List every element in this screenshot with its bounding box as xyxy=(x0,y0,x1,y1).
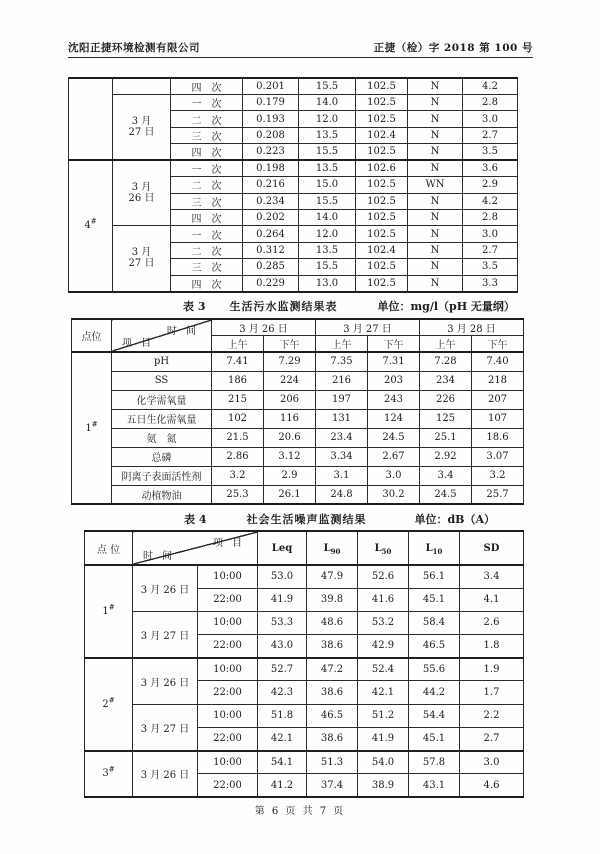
wastewater-monitoring-table xyxy=(71,318,524,505)
value-cell: 12.0 xyxy=(299,111,356,127)
value-cell: 54.1 xyxy=(258,751,307,774)
value-cell: 24.8 xyxy=(316,485,368,504)
am-header: 上午 xyxy=(420,336,472,353)
seq-cell: 一 次 xyxy=(171,226,243,242)
value-cell: 13.0 xyxy=(299,275,356,292)
value-cell: 102.4 xyxy=(356,242,408,258)
seq-cell: 三 次 xyxy=(171,193,243,209)
value-cell: N xyxy=(408,78,463,95)
table-row xyxy=(69,160,518,177)
value-cell: 107 xyxy=(472,409,524,428)
value-cell: 26.1 xyxy=(264,485,316,504)
value-cell: 102.5 xyxy=(356,209,408,225)
value-cell: 2.8 xyxy=(463,95,518,111)
time-cell: 10:00 xyxy=(198,611,258,634)
value-cell: 55.6 xyxy=(409,658,460,681)
param-cell: pH xyxy=(112,352,212,371)
value-cell: 18.6 xyxy=(472,428,524,447)
value-cell: 13.5 xyxy=(299,127,356,143)
value-cell: 38.6 xyxy=(307,727,358,750)
table-row xyxy=(72,371,524,390)
value-cell: 4.2 xyxy=(463,78,518,95)
value-cell: 102.5 xyxy=(356,78,408,95)
value-cell: 3.6 xyxy=(463,160,518,177)
value-cell: 3.3 xyxy=(463,275,518,292)
sd-header: SD xyxy=(460,531,524,565)
value-cell: WN xyxy=(408,177,463,193)
table-row xyxy=(72,485,524,504)
value-cell: 30.2 xyxy=(368,485,420,504)
document-number: 正捷（检）字 2018 第 100 号 xyxy=(373,42,533,54)
site-cell: 2# xyxy=(85,658,133,751)
date-cell: 3 月 27 日 xyxy=(133,611,198,657)
value-cell: 2.9 xyxy=(264,466,316,485)
value-cell: 15.5 xyxy=(299,259,356,275)
seq-cell: 二 次 xyxy=(171,242,243,258)
value-cell: 116 xyxy=(264,409,316,428)
value-cell: 38.6 xyxy=(307,681,358,704)
time-cell: 10:00 xyxy=(198,704,258,727)
value-cell: 24.5 xyxy=(368,428,420,447)
value-cell: 7.29 xyxy=(264,352,316,371)
time-cell: 10:00 xyxy=(198,565,258,588)
value-cell: 3.12 xyxy=(264,447,316,466)
seq-cell: 三 次 xyxy=(171,259,243,275)
value-cell: 4.1 xyxy=(460,588,524,611)
value-cell: 7.41 xyxy=(212,352,264,371)
value-cell: 102 xyxy=(212,409,264,428)
seq-cell: 四 次 xyxy=(171,144,243,161)
value-cell: 131 xyxy=(316,409,368,428)
seq-cell: 一 次 xyxy=(171,160,243,177)
site-header: 点位 xyxy=(72,319,112,352)
l10-header: $L_{10}$ xyxy=(409,531,460,565)
value-cell: 216 xyxy=(316,371,368,390)
value-cell: 0.201 xyxy=(243,78,299,95)
value-cell: 4.6 xyxy=(460,774,524,797)
value-cell: 0.198 xyxy=(243,160,299,177)
value-cell: 3.07 xyxy=(472,447,524,466)
time-cell: 10:00 xyxy=(198,658,258,681)
date-cell: 3 月 26 日 xyxy=(133,658,198,704)
time-cell: 10:00 xyxy=(198,751,258,774)
param-cell: 动植物油 xyxy=(112,485,212,504)
value-cell: N xyxy=(408,193,463,209)
table-row xyxy=(72,428,524,447)
seq-cell: 一 次 xyxy=(171,95,243,111)
value-cell: 2.2 xyxy=(460,704,524,727)
value-cell: 13.5 xyxy=(299,242,356,258)
value-cell: 51.3 xyxy=(307,751,358,774)
param-cell: 五日生化需氧量 xyxy=(112,409,212,428)
value-cell: 3.5 xyxy=(463,259,518,275)
value-cell: 15.0 xyxy=(299,177,356,193)
table-row xyxy=(85,658,524,681)
table3-unit: 单位：mg/l（pH 无量纲） xyxy=(377,300,515,313)
table3-title: 生活污水监测结果表 xyxy=(229,300,338,313)
table-row xyxy=(72,466,524,485)
value-cell: 102.5 xyxy=(356,226,408,242)
value-cell: 51.2 xyxy=(358,704,409,727)
value-cell: 0.234 xyxy=(243,193,299,209)
value-cell: 3.5 xyxy=(463,144,518,161)
value-cell: 197 xyxy=(316,390,368,409)
value-cell: 218 xyxy=(472,371,524,390)
value-cell: 3.0 xyxy=(368,466,420,485)
site-header: 点 位 xyxy=(85,531,133,565)
value-cell: 12.0 xyxy=(299,226,356,242)
value-cell: 1.9 xyxy=(460,658,524,681)
table-row xyxy=(69,226,518,242)
table4-title: 社会生活噪声监测结果 xyxy=(246,513,367,526)
l50-header: $L_{50}$ xyxy=(358,531,409,565)
seq-cell: 三 次 xyxy=(171,127,243,143)
value-cell: 52.7 xyxy=(258,658,307,681)
value-cell: 0.285 xyxy=(243,259,299,275)
value-cell: 206 xyxy=(264,390,316,409)
value-cell: 3.0 xyxy=(463,226,518,242)
value-cell: 20.6 xyxy=(264,428,316,447)
site-cell: 1# xyxy=(72,352,112,504)
value-cell: 226 xyxy=(420,390,472,409)
param-cell: 氨 氮 xyxy=(112,428,212,447)
value-cell: 15.5 xyxy=(299,193,356,209)
time-cell: 22:00 xyxy=(198,635,258,658)
value-cell: 3.0 xyxy=(460,751,524,774)
date-header: 3 月 27 日 xyxy=(316,319,420,336)
value-cell: 0.208 xyxy=(243,127,299,143)
value-cell: 45.1 xyxy=(409,588,460,611)
value-cell: 102.5 xyxy=(356,177,408,193)
value-cell: 203 xyxy=(368,371,420,390)
value-cell: 2.8 xyxy=(463,209,518,225)
date-cell xyxy=(113,78,171,95)
site-cell xyxy=(69,78,113,160)
seq-cell: 四 次 xyxy=(171,209,243,225)
value-cell: 2.86 xyxy=(212,447,264,466)
value-cell: N xyxy=(408,144,463,161)
value-cell: 47.2 xyxy=(307,658,358,681)
value-cell: 0.312 xyxy=(243,242,299,258)
value-cell: 51.8 xyxy=(258,704,307,727)
value-cell: N xyxy=(408,127,463,143)
value-cell: 56.1 xyxy=(409,565,460,588)
table-row xyxy=(69,95,518,111)
site-cell: 4# xyxy=(69,160,113,291)
time-cell: 22:00 xyxy=(198,774,258,797)
value-cell: 102.6 xyxy=(356,160,408,177)
value-cell: N xyxy=(408,226,463,242)
value-cell: 1.7 xyxy=(460,681,524,704)
table3-label: 表 3 xyxy=(183,300,206,313)
date-cell: 3 月 26 日 xyxy=(133,565,198,611)
date-cell: 3 月 26 日 xyxy=(133,751,198,797)
value-cell: N xyxy=(408,160,463,177)
param-cell: 化学需氧量 xyxy=(112,390,212,409)
value-cell: 14.0 xyxy=(299,209,356,225)
table-row xyxy=(72,409,524,428)
value-cell: 14.0 xyxy=(299,95,356,111)
date-cell: 3 月 27 日 xyxy=(133,704,198,750)
date-cell: 3 月 27 日 xyxy=(113,95,171,161)
value-cell: 45.1 xyxy=(409,727,460,750)
value-cell: 125 xyxy=(420,409,472,428)
value-cell: 42.3 xyxy=(258,681,307,704)
value-cell: 7.40 xyxy=(472,352,524,371)
value-cell: 46.5 xyxy=(409,635,460,658)
value-cell: 102.5 xyxy=(356,111,408,127)
time-cell: 22:00 xyxy=(198,681,258,704)
seq-cell: 二 次 xyxy=(171,111,243,127)
value-cell: 53.0 xyxy=(258,565,307,588)
value-cell: 44.2 xyxy=(409,681,460,704)
corner-param-label: 项 目 xyxy=(122,338,155,349)
value-cell: N xyxy=(408,111,463,127)
value-cell: 3.2 xyxy=(212,466,264,485)
value-cell: 234 xyxy=(420,371,472,390)
value-cell: 0.216 xyxy=(243,177,299,193)
page-header xyxy=(68,40,533,58)
value-cell: 25.3 xyxy=(212,485,264,504)
time-cell: 22:00 xyxy=(198,727,258,750)
value-cell: 4.2 xyxy=(463,193,518,209)
l90-header: $L_{90}$ xyxy=(307,531,358,565)
table-row xyxy=(72,352,524,371)
value-cell: 57.8 xyxy=(409,751,460,774)
value-cell: 102.5 xyxy=(356,193,408,209)
value-cell: 2.7 xyxy=(463,242,518,258)
value-cell: N xyxy=(408,209,463,225)
value-cell: 243 xyxy=(368,390,420,409)
noise-monitoring-table xyxy=(84,530,524,798)
site-cell: 3# xyxy=(85,751,133,797)
param-cell: 阴离子表面活性剂 xyxy=(112,466,212,485)
table-row xyxy=(85,611,524,634)
table-row xyxy=(72,390,524,409)
value-cell: 53.3 xyxy=(258,611,307,634)
value-cell: 25.7 xyxy=(472,485,524,504)
value-cell: 54.4 xyxy=(409,704,460,727)
value-cell: 37.4 xyxy=(307,774,358,797)
value-cell: N xyxy=(408,95,463,111)
value-cell: N xyxy=(408,275,463,292)
value-cell: 7.35 xyxy=(316,352,368,371)
table-row xyxy=(85,751,524,774)
site-cell: 1# xyxy=(85,565,133,658)
am-header: 上午 xyxy=(316,336,368,353)
date-cell: 3 月 26 日 xyxy=(113,160,171,226)
value-cell: 41.2 xyxy=(258,774,307,797)
value-cell: 186 xyxy=(212,371,264,390)
table-row xyxy=(85,704,524,727)
value-cell: 25.1 xyxy=(420,428,472,447)
value-cell: 102.5 xyxy=(356,259,408,275)
corner-header xyxy=(133,531,258,565)
value-cell: 2.7 xyxy=(463,127,518,143)
table-row xyxy=(69,78,518,95)
value-cell: 0.179 xyxy=(243,95,299,111)
value-cell: 53.2 xyxy=(358,611,409,634)
value-cell: 52.6 xyxy=(358,565,409,588)
value-cell: 43.1 xyxy=(409,774,460,797)
value-cell: 2.7 xyxy=(460,727,524,750)
pm-header: 下午 xyxy=(368,336,420,353)
value-cell: 2.92 xyxy=(420,447,472,466)
value-cell: 2.9 xyxy=(463,177,518,193)
corner-time-label: 时 间 xyxy=(143,551,176,562)
pm-header: 下午 xyxy=(264,336,316,353)
value-cell: 38.9 xyxy=(358,774,409,797)
table-row xyxy=(72,319,524,336)
value-cell: 54.0 xyxy=(358,751,409,774)
value-cell: 42.1 xyxy=(258,727,307,750)
date-header: 3 月 28 日 xyxy=(420,319,524,336)
value-cell: 102.4 xyxy=(356,127,408,143)
table-row xyxy=(85,565,524,588)
value-cell: 2.67 xyxy=(368,447,420,466)
date-cell: 3 月 27 日 xyxy=(113,226,171,292)
table3-caption xyxy=(71,298,523,314)
value-cell: 58.4 xyxy=(409,611,460,634)
param-cell: SS xyxy=(112,371,212,390)
value-cell: 0.229 xyxy=(243,275,299,292)
value-cell: 41.6 xyxy=(358,588,409,611)
value-cell: 23.4 xyxy=(316,428,368,447)
value-cell: 0.193 xyxy=(243,111,299,127)
seq-cell: 四 次 xyxy=(171,78,243,95)
corner-param-label: 项 目 xyxy=(212,538,245,549)
pm-header: 下午 xyxy=(472,336,524,353)
value-cell: 39.8 xyxy=(307,588,358,611)
table4-label: 表 4 xyxy=(184,513,207,526)
value-cell: 24.5 xyxy=(420,485,472,504)
value-cell: 42.9 xyxy=(358,635,409,658)
value-cell: 15.5 xyxy=(299,78,356,95)
value-cell: 0.202 xyxy=(243,209,299,225)
value-cell: 0.223 xyxy=(243,144,299,161)
date-header: 3 月 26 日 xyxy=(212,319,316,336)
value-cell: 3.0 xyxy=(463,111,518,127)
time-cell: 22:00 xyxy=(198,588,258,611)
value-cell: 102.5 xyxy=(356,275,408,292)
value-cell: 124 xyxy=(368,409,420,428)
value-cell: 42.1 xyxy=(358,681,409,704)
value-cell: 224 xyxy=(264,371,316,390)
table-row xyxy=(72,447,524,466)
leq-header: Leq xyxy=(258,531,307,565)
value-cell: 3.2 xyxy=(472,466,524,485)
value-cell: 2.6 xyxy=(460,611,524,634)
value-cell: 1.8 xyxy=(460,635,524,658)
value-cell: 47.9 xyxy=(307,565,358,588)
value-cell: N xyxy=(408,259,463,275)
value-cell: 102.5 xyxy=(356,95,408,111)
corner-header xyxy=(112,319,212,352)
value-cell: 13.5 xyxy=(299,160,356,177)
value-cell: 102.5 xyxy=(356,144,408,161)
page-footer: 第 6 页 共 7 页 xyxy=(254,806,346,817)
value-cell: 41.9 xyxy=(258,588,307,611)
table-row xyxy=(85,531,524,565)
table4-unit: 单位：dB（A） xyxy=(414,513,496,526)
value-cell: 41.9 xyxy=(358,727,409,750)
value-cell: 38.6 xyxy=(307,635,358,658)
value-cell: N xyxy=(408,242,463,258)
value-cell: 215 xyxy=(212,390,264,409)
value-cell: 48.6 xyxy=(307,611,358,634)
seq-cell: 二 次 xyxy=(171,177,243,193)
value-cell: 43.0 xyxy=(258,635,307,658)
table4-caption xyxy=(84,511,523,527)
seq-cell: 四 次 xyxy=(171,275,243,292)
value-cell: 46.5 xyxy=(307,704,358,727)
value-cell: 7.31 xyxy=(368,352,420,371)
value-cell: 0.264 xyxy=(243,226,299,242)
value-cell: 52.4 xyxy=(358,658,409,681)
corner-time-label: 时 间 xyxy=(166,326,199,337)
param-cell: 总磷 xyxy=(112,447,212,466)
value-cell: 15.5 xyxy=(299,144,356,161)
water-sample-continuation-table xyxy=(68,77,518,293)
value-cell: 3.4 xyxy=(420,466,472,485)
am-header: 上午 xyxy=(212,336,264,353)
value-cell: 3.1 xyxy=(316,466,368,485)
value-cell: 3.34 xyxy=(316,447,368,466)
company-name: 沈阳正捷环境检测有限公司 xyxy=(68,42,200,54)
value-cell: 21.5 xyxy=(212,428,264,447)
value-cell: 3.4 xyxy=(460,565,524,588)
value-cell: 207 xyxy=(472,390,524,409)
value-cell: 7.28 xyxy=(420,352,472,371)
